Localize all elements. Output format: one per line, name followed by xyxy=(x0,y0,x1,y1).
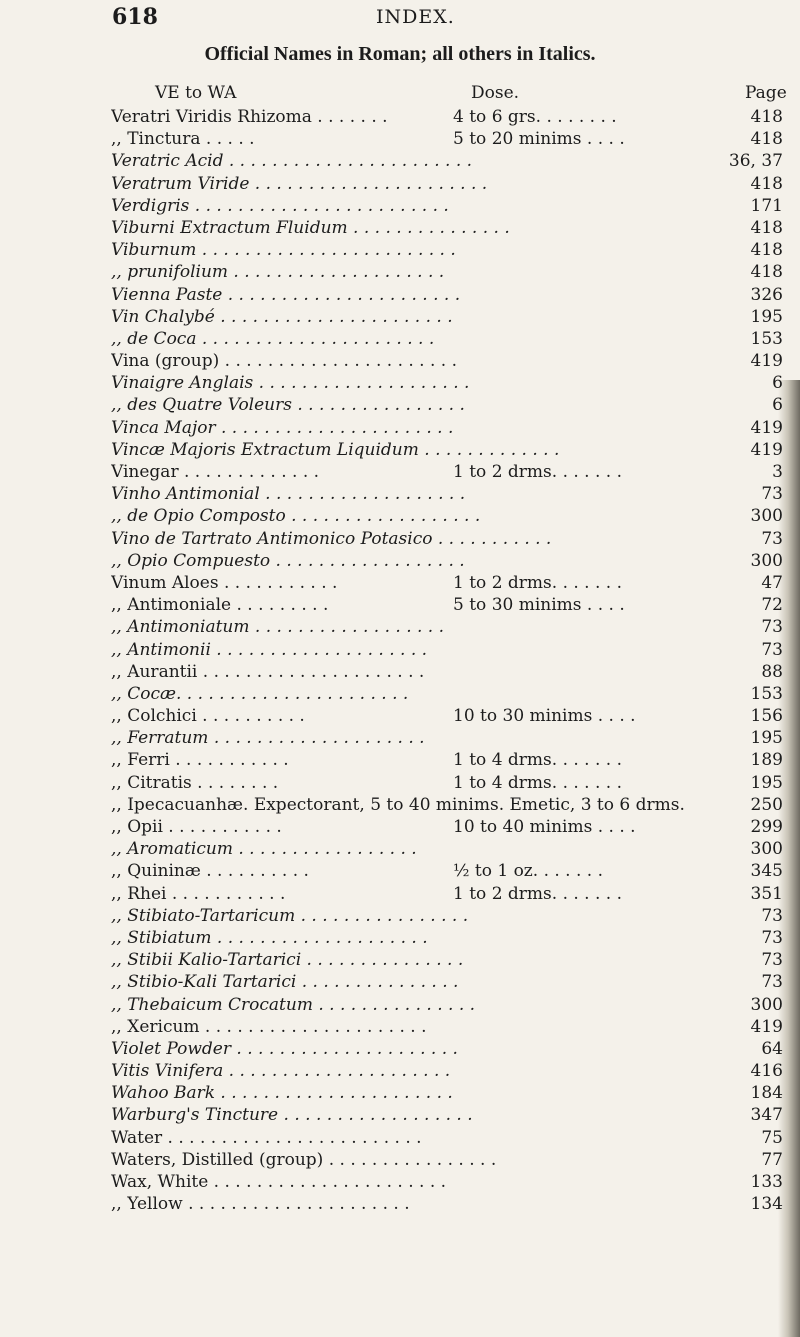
entry-name: Vinegar . . . . . . . . . . . . . xyxy=(111,462,320,482)
entry-page: 134 xyxy=(750,1194,783,1215)
entry-page: 73 xyxy=(761,950,783,971)
index-row xyxy=(0,261,800,283)
entry-page: 156 xyxy=(750,706,783,727)
entry-page: 195 xyxy=(750,772,783,793)
index-row xyxy=(0,505,800,527)
index-row xyxy=(0,1016,800,1038)
column-header-dose: Dose. xyxy=(471,83,520,103)
entry-page: 418 xyxy=(750,262,783,283)
entry-name: ,, Ipecacuanhæ. Expectorant, 5 to 40 minims. Emetic, 3 to 6 drms. xyxy=(111,794,685,815)
index-row xyxy=(0,417,800,439)
entry-name: ,, Tinctura . . . . . xyxy=(111,129,255,150)
entry-name: ,, Opio Compuesto . . . . . . . . . . . . . . . . . . xyxy=(111,550,465,571)
entry-page: 347 xyxy=(750,1105,783,1126)
entry-page: 73 xyxy=(761,972,783,993)
index-row xyxy=(0,927,800,949)
entry-page: 184 xyxy=(750,1083,783,1104)
entry-dose: 1 to 4 drms. . . . . . . xyxy=(453,750,623,771)
entry-dose: 5 to 30 minims . . . . xyxy=(453,595,625,616)
index-row xyxy=(0,128,800,150)
entry-name: ,, Stibiatum . . . . . . . . . . . . . . . . . . . . xyxy=(111,927,428,948)
entry-page: 418 xyxy=(750,240,783,261)
entry-page: 250 xyxy=(750,794,783,815)
entry-page: 133 xyxy=(750,1172,783,1192)
entry-page: 153 xyxy=(750,328,783,349)
index-row xyxy=(0,883,800,905)
index-row xyxy=(0,772,800,794)
entry-name: ,, Ferri . . . . . . . . . . . xyxy=(111,750,289,771)
entry-name: ,, de Opio Composto . . . . . . . . . . . . . . . . . . xyxy=(111,506,481,527)
entry-name: Veratrum Viride . . . . . . . . . . . . . . . . . . . . . . xyxy=(111,173,488,194)
entry-dose: 10 to 30 minims . . . . xyxy=(453,706,636,727)
entry-name: Verdigris . . . . . . . . . . . . . . . . . . . . . . . . xyxy=(111,195,449,216)
entry-name: ,, Antimoniale . . . . . . . . . xyxy=(111,595,329,616)
entry-page: 195 xyxy=(750,728,783,749)
entry-name: ,, Thebaicum Crocatum . . . . . . . . . . . . . . . xyxy=(111,994,476,1015)
entry-name: Vitis Vinifera . . . . . . . . . . . . . . . . . . . . . xyxy=(111,1061,451,1082)
page-number: 618 xyxy=(112,4,158,30)
entry-name: Wax, White . . . . . . . . . . . . . . . . . . . . . . xyxy=(111,1172,447,1192)
entry-page: 6 xyxy=(772,395,783,416)
entry-name: Vino de Tartrato Antimonico Potasico . . . . . . . . . . . xyxy=(111,528,552,549)
index-row xyxy=(0,284,800,306)
index-row xyxy=(0,838,800,860)
index-row xyxy=(0,994,800,1016)
entry-dose: 1 to 4 drms. . . . . . . xyxy=(453,772,623,793)
entry-page: 419 xyxy=(750,417,783,438)
entry-name: ,, des Quatre Voleurs . . . . . . . . . . . . . . . . xyxy=(111,395,465,416)
entry-dose: ½ to 1 oz. . . . . . . xyxy=(453,861,604,882)
entry-page: 300 xyxy=(750,994,783,1015)
entry-name: ,, de Coca . . . . . . . . . . . . . . . . . . . . . . xyxy=(111,328,435,349)
entry-name: Violet Powder . . . . . . . . . . . . . . . . . . . . . xyxy=(111,1038,458,1059)
index-row xyxy=(0,1127,800,1149)
entry-name: Vina (group) . . . . . . . . . . . . . . . . . . . . . . xyxy=(111,351,458,372)
entry-page: 418 xyxy=(750,107,783,127)
entry-name: ,, Aurantii . . . . . . . . . . . . . . . . . . . . . xyxy=(111,661,425,682)
index-row xyxy=(0,705,800,727)
entry-name: ,, Cocæ. . . . . . . . . . . . . . . . . . . . . . xyxy=(111,683,409,704)
index-row xyxy=(0,572,800,594)
entry-name: ,, Opii . . . . . . . . . . . xyxy=(111,817,282,837)
entry-page: 72 xyxy=(761,595,783,616)
entry-name: Waters, Distilled (group) . . . . . . . . . . . . . . . . xyxy=(111,1149,497,1170)
entry-page: 75 xyxy=(761,1127,783,1148)
entry-name: ,, Quininæ . . . . . . . . . . xyxy=(111,861,309,882)
entry-name: Vienna Paste . . . . . . . . . . . . . . . . . . . . . . xyxy=(111,284,461,305)
entry-name: ,, Xericum . . . . . . . . . . . . . . . . . . . . . xyxy=(111,1016,427,1037)
index-row xyxy=(0,949,800,971)
index-row xyxy=(0,372,800,394)
entry-name: Vinca Major . . . . . . . . . . . . . . . . . . . . . . xyxy=(111,417,454,438)
entry-page: 419 xyxy=(750,351,783,372)
entry-page: 351 xyxy=(750,883,783,904)
entry-name: ,, prunifolium . . . . . . . . . . . . . . . . . . . . xyxy=(111,262,445,283)
column-header-range: VE to WA xyxy=(155,83,237,103)
entry-name: Water . . . . . . . . . . . . . . . . . . . . . . . . xyxy=(111,1127,422,1148)
index-row xyxy=(0,483,800,505)
index-row xyxy=(0,794,800,816)
index-row xyxy=(0,1060,800,1082)
entry-page: 345 xyxy=(750,861,783,882)
index-row xyxy=(0,1082,800,1104)
index-row xyxy=(0,528,800,550)
index-row xyxy=(0,550,800,572)
entry-page: 419 xyxy=(750,439,783,460)
entry-name: Veratri Viridis Rhizoma . . . . . . . xyxy=(111,107,388,127)
index-row xyxy=(0,727,800,749)
entry-page: 300 xyxy=(750,506,783,527)
index-row xyxy=(0,749,800,771)
entry-page: 419 xyxy=(750,1016,783,1037)
index-row xyxy=(0,394,800,416)
entry-name: Vincæ Majoris Extractum Liquidum . . . . . . . . . . . . . xyxy=(111,439,560,460)
entry-page: 73 xyxy=(761,484,783,505)
entry-page: 300 xyxy=(750,550,783,571)
entry-page: 73 xyxy=(761,905,783,926)
index-row xyxy=(0,150,800,172)
index-row xyxy=(0,106,800,128)
index-row xyxy=(0,1171,800,1193)
entry-name: ,, Ferratum . . . . . . . . . . . . . . . . . . . . xyxy=(111,728,425,749)
index-row xyxy=(0,1149,800,1171)
entry-name: ,, Stibii Kalio-Tartarici . . . . . . . . . . . . . . . xyxy=(111,950,464,971)
entry-page: 326 xyxy=(750,284,783,305)
index-row xyxy=(0,594,800,616)
index-subtitle: Official Names in Roman; all others in Italics. xyxy=(204,43,596,65)
index-row xyxy=(0,661,800,683)
entry-name: Viburni Extractum Fluidum . . . . . . . . . . . . . . . xyxy=(111,217,510,238)
entry-name: Vinum Aloes . . . . . . . . . . . xyxy=(111,572,338,593)
entry-name: Vinho Antimonial . . . . . . . . . . . . . . . . . . . xyxy=(111,484,466,505)
index-entries xyxy=(0,106,800,1215)
entry-page: 36, 37 xyxy=(728,151,783,172)
entry-page: 73 xyxy=(761,639,783,660)
index-row xyxy=(0,683,800,705)
entry-page: 73 xyxy=(761,927,783,948)
entry-page: 300 xyxy=(750,839,783,860)
entry-page: 73 xyxy=(761,528,783,549)
column-header-page: Page xyxy=(745,83,787,103)
index-row xyxy=(0,195,800,217)
entry-name: Warburg's Tincture . . . . . . . . . . . . . . . . . . xyxy=(111,1105,473,1126)
index-row xyxy=(0,306,800,328)
index-row xyxy=(0,639,800,661)
entry-name: ,, Yellow . . . . . . . . . . . . . . . . . . . . . xyxy=(111,1194,410,1215)
entry-page: 153 xyxy=(750,683,783,704)
entry-page: 171 xyxy=(750,195,783,216)
entry-name: ,, Rhei . . . . . . . . . . . xyxy=(111,883,286,904)
entry-page: 77 xyxy=(761,1149,783,1170)
entry-name: ,, Citratis . . . . . . . . xyxy=(111,772,279,793)
entry-dose: 10 to 40 minims . . . . xyxy=(453,817,636,837)
entry-name: Veratric Acid . . . . . . . . . . . . . . . . . . . . . . . xyxy=(111,151,473,172)
entry-page: 416 xyxy=(750,1061,783,1082)
entry-dose: 1 to 2 drms. . . . . . . xyxy=(453,572,623,593)
entry-page: 189 xyxy=(750,750,783,771)
entry-name: Vinaigre Anglais . . . . . . . . . . . . . . . . . . . . xyxy=(111,373,470,394)
entry-dose: 5 to 20 minims . . . . xyxy=(453,129,625,150)
entry-dose: 1 to 2 drms. . . . . . . xyxy=(453,462,623,482)
index-row xyxy=(0,860,800,882)
entry-name: Vin Chalybé . . . . . . . . . . . . . . . . . . . . . . xyxy=(111,306,453,327)
running-head: INDEX. xyxy=(376,6,455,28)
index-row xyxy=(0,616,800,638)
entry-dose: 1 to 2 drms. . . . . . . xyxy=(453,883,623,904)
index-row xyxy=(0,439,800,461)
entry-name: ,, Antimoniatum . . . . . . . . . . . . . . . . . . xyxy=(111,617,445,638)
entry-name: ,, Stibio-Kali Tartarici . . . . . . . . . . . . . . . xyxy=(111,972,459,993)
index-row xyxy=(0,905,800,927)
entry-page: 3 xyxy=(772,462,783,482)
entry-name: Viburnum . . . . . . . . . . . . . . . . . . . . . . . . xyxy=(111,240,456,261)
entry-name: ,, Antimonii . . . . . . . . . . . . . . . . . . . . xyxy=(111,639,428,660)
entry-name: ,, Stibiato-Tartaricum . . . . . . . . . . . . . . . . xyxy=(111,905,469,926)
entry-page: 88 xyxy=(761,661,783,682)
index-row xyxy=(0,1104,800,1126)
entry-page: 6 xyxy=(772,373,783,394)
entry-page: 64 xyxy=(761,1038,783,1059)
entry-dose: 4 to 6 grs. . . . . . . . xyxy=(453,107,617,127)
entry-page: 73 xyxy=(761,617,783,638)
index-row xyxy=(0,328,800,350)
entry-name: ,, Aromaticum . . . . . . . . . . . . . . . . . xyxy=(111,839,417,860)
entry-page: 47 xyxy=(761,572,783,593)
index-row xyxy=(0,217,800,239)
index-row xyxy=(0,1038,800,1060)
entry-page: 418 xyxy=(750,173,783,194)
index-row xyxy=(0,971,800,993)
index-row xyxy=(0,239,800,261)
entry-page: 299 xyxy=(750,817,783,837)
index-row xyxy=(0,816,800,838)
entry-page: 195 xyxy=(750,306,783,327)
index-row xyxy=(0,173,800,195)
index-row xyxy=(0,350,800,372)
entry-page: 418 xyxy=(750,129,783,150)
index-row xyxy=(0,1193,800,1215)
index-row xyxy=(0,461,800,483)
entry-name: Wahoo Bark . . . . . . . . . . . . . . . . . . . . . . xyxy=(111,1083,453,1104)
entry-name: ,, Colchici . . . . . . . . . . xyxy=(111,706,305,727)
entry-page: 418 xyxy=(750,217,783,238)
